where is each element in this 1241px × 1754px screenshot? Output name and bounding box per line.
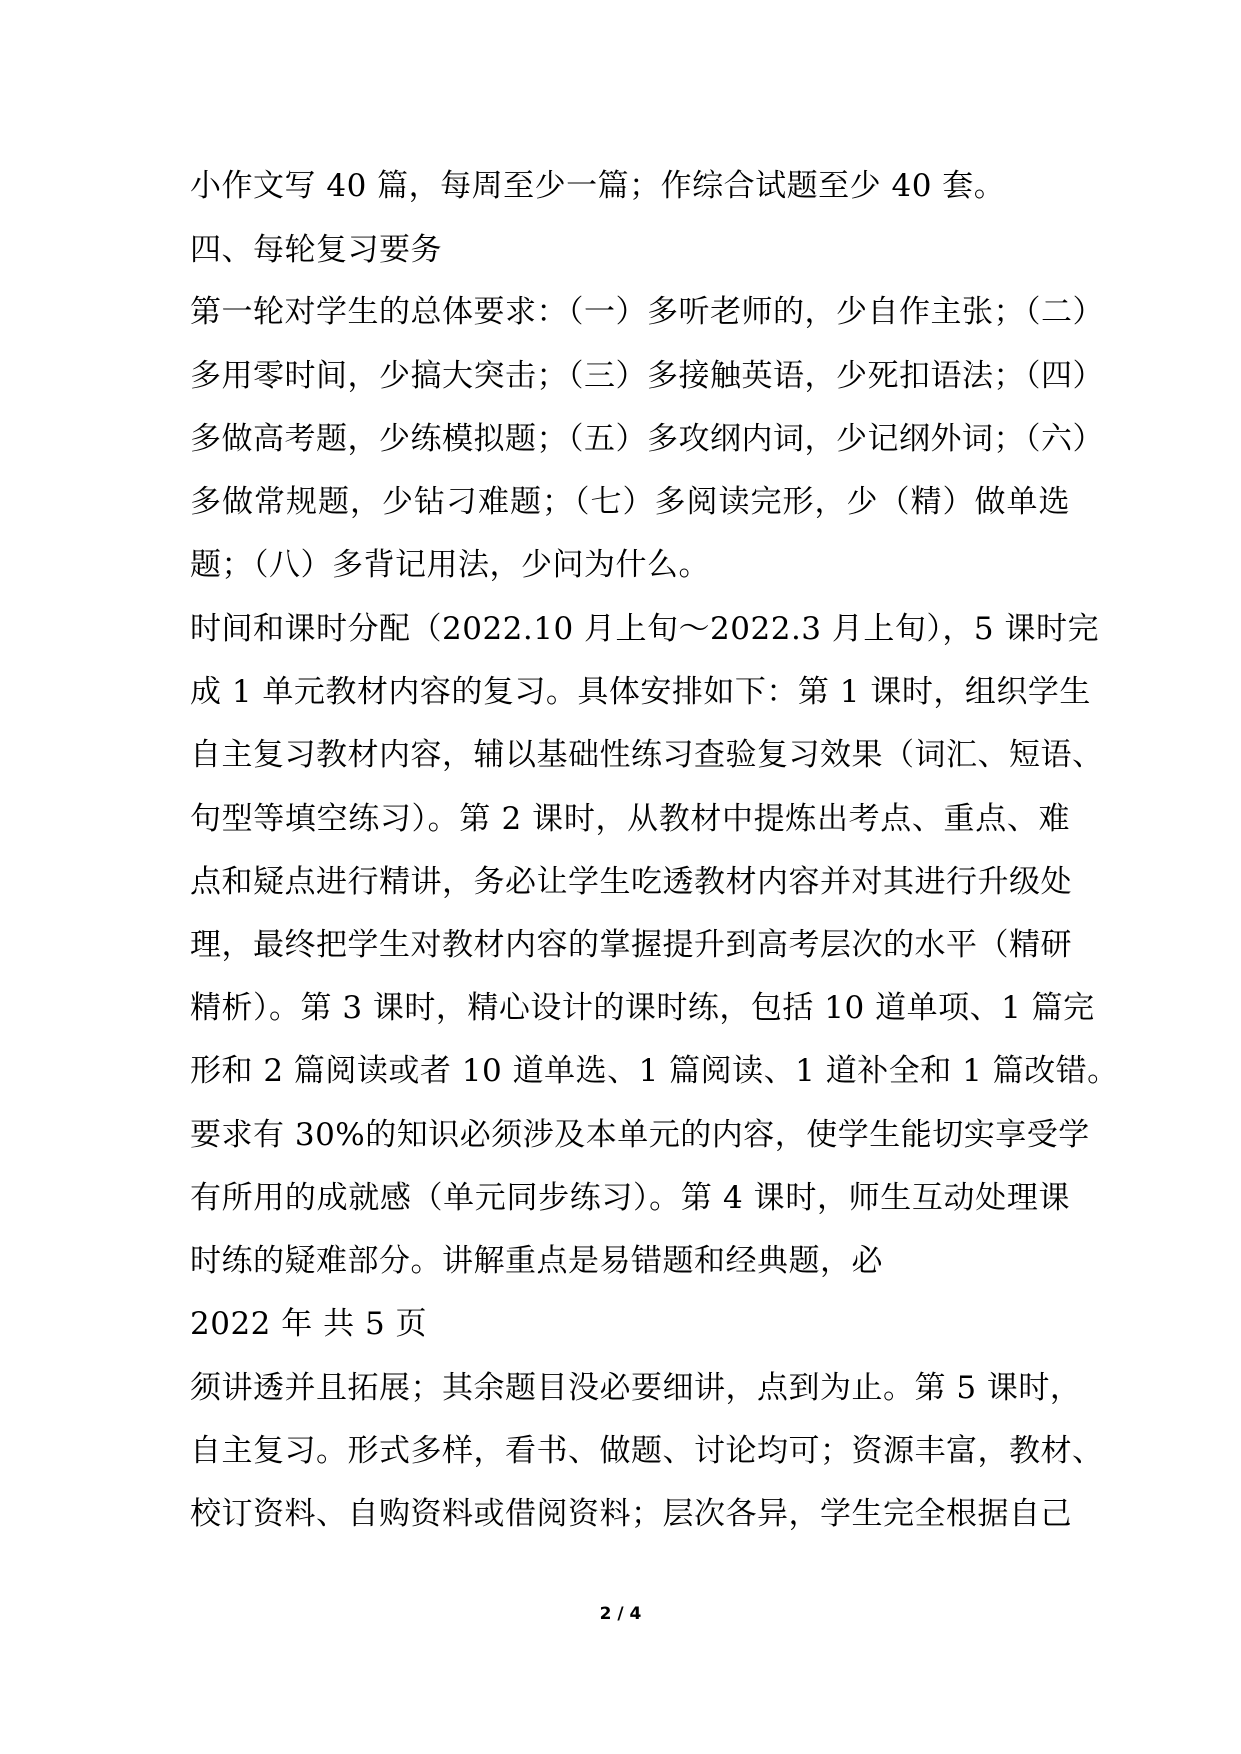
text-line: 形和 2 篇阅读或者 10 道单选、1 篇阅读、1 道补全和 1 篇改错。 — [190, 1053, 1119, 1089]
section-heading: 四、每轮复习要务 — [190, 232, 442, 268]
text-line: 小作文写 40 篇，每周至少一篇；作综合试题至少 40 套。 — [190, 168, 1006, 204]
text-line: 理，最终把学生对教材内容的掌握提升到高考层次的水平（精研 — [190, 927, 1072, 963]
text-line: 第一轮对学生的总体要求：（一）多听老师的，少自作主张；（二） — [190, 294, 1104, 330]
text-line: 多做高考题，少练模拟题；（五）多攻纲内词，少记纲外词；（六） — [190, 421, 1104, 457]
text-line: 须讲透并且拓展；其余题目没必要细讲，点到为止。第 5 课时， — [190, 1370, 1082, 1406]
text-line: 时练的疑难部分。讲解重点是易错题和经典题，必 — [190, 1243, 883, 1279]
page-number: 2 / 4 — [599, 1604, 642, 1624]
text-line: 多做常规题，少钻刁难题；（七）多阅读完形，少（精）做单选 — [190, 484, 1070, 520]
text-line: 多用零时间，少搞大突击；（三）多接触英语，少死扣语法；（四） — [190, 358, 1104, 394]
text-line: 精析）。第 3 课时，精心设计的课时练，包括 10 道单项、1 篇完 — [190, 990, 1095, 1026]
text-line: 点和疑点进行精讲，务必让学生吃透教材内容并对其进行升级处 — [190, 864, 1072, 900]
text-line: 有所用的成就感（单元同步练习）。第 4 课时，师生互动处理课 — [190, 1180, 1070, 1216]
text-line: 时间和课时分配（2022.10 月上旬～2022.3 月上旬），5 课时完 — [190, 611, 1099, 647]
text-line: 句型等填空练习）。第 2 课时，从教材中提炼出考点、重点、难 — [190, 801, 1070, 837]
text-line: 自主复习。形式多样，看书、做题、讨论均可；资源丰富，教材、 — [190, 1433, 1104, 1469]
text-line: 自主复习教材内容，辅以基础性练习查验复习效果（词汇、短语、 — [190, 737, 1104, 773]
text-line: 题；（八）多背记用法，少问为什么。 — [190, 547, 710, 583]
text-line: 校订资料、自购资料或借阅资料；层次各异，学生完全根据自己 — [190, 1496, 1072, 1532]
page-footer-text: 2022 年 共 5 页 — [190, 1306, 428, 1342]
text-line: 要求有 30%的知识必须涉及本单元的内容，使学生能切实享受学 — [190, 1117, 1090, 1153]
text-line: 成 1 单元教材内容的复习。具体安排如下：第 1 课时，组织学生 — [190, 674, 1091, 710]
